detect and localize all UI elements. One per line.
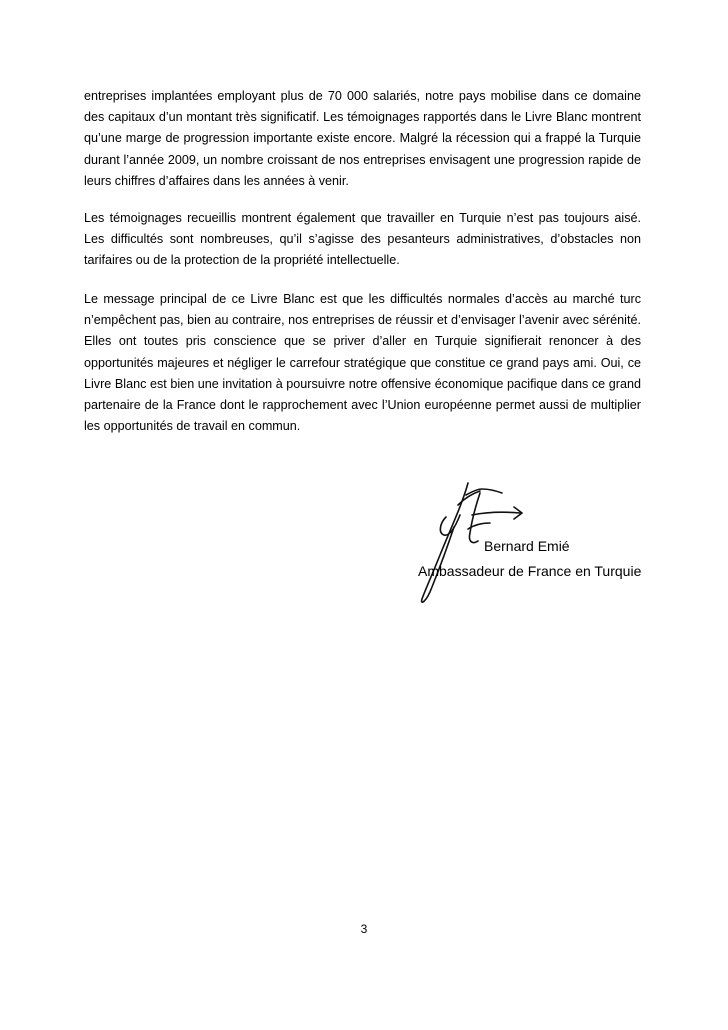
signatory-title: Ambassadeur de France en Turquie <box>418 563 642 579</box>
paragraph-2: Les témoignages recueillis montrent également que travailler en Turquie n’est pas toujours aisé. Les difficultés sont nombreuses, qu’il s’agisse des pesanteurs administratives, d’obstacles non tarifaires ou de la protection de la propriété intellectuelle. <box>84 211 641 268</box>
paragraph-3: Le message principal de ce Livre Blanc est que les difficultés normales d’accès au marché turc n’empêchent pas, bien au contraire, nos entreprises de réussir et d’envisager l’avenir avec sérénité. Elles ont toutes pris conscience que se priver d’aller en Turquie signifierait renoncer à des opportunités majeures et négliger le carrefour stratégique que constitue ce grand pays ami. Oui, ce Livre Blanc est bien une invitation à poursuivre notre offensive économique pacifique dans ce grand partenaire de la France dont le rapprochement avec l’Union européenne permet aussi de multiplier les opportunités de travail en commun. <box>84 292 641 434</box>
page-number: 3 <box>360 922 368 936</box>
signatory-name: Bernard Emié <box>484 538 570 554</box>
paragraph-1: entreprises implantées employant plus de 70 000 salariés, notre pays mobilise dans ce domaine des capitaux d’un montant très significatif. Les témoignages rapportés dans le Livre Blanc montrent qu’une marge de progression importante existe encore. Malgré la récession qui a frappé la Turquie durant l’année 2009, un nombre croissant de nos entreprises envisagent une progression rapide de leurs chiffres d’affaires dans les années à venir. <box>84 89 641 188</box>
